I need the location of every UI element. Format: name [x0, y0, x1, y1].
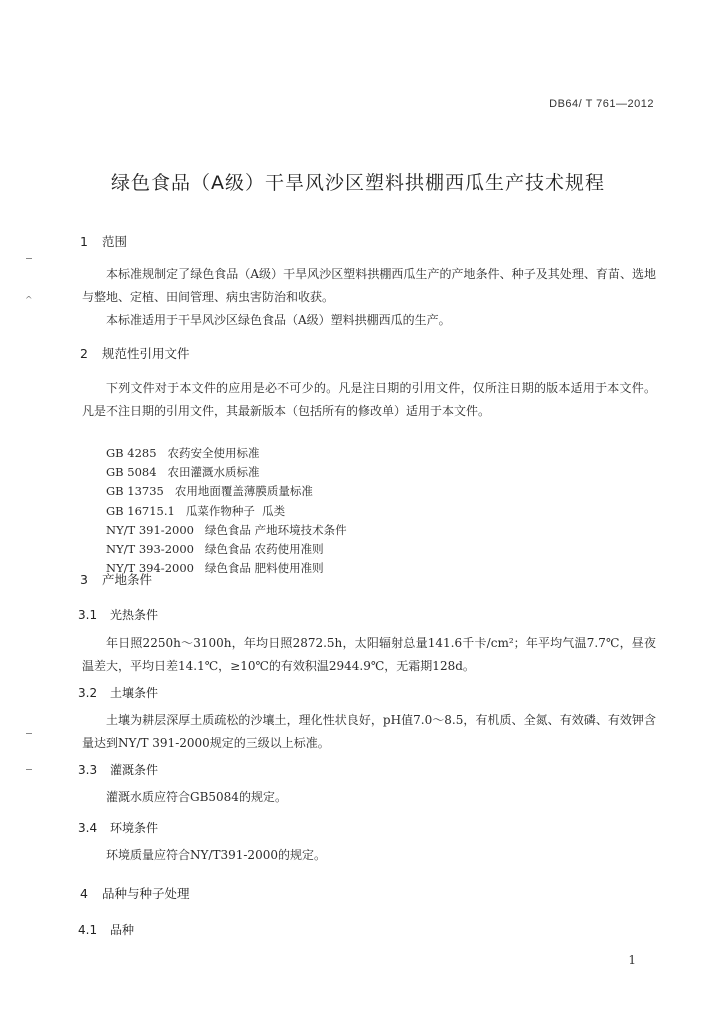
- subsection-title: 灌溉条件: [110, 763, 159, 777]
- section-2-heading: [80, 344, 190, 362]
- section-1-heading: [80, 232, 127, 250]
- section-number: 1: [80, 234, 88, 249]
- subsection-number: 3.1: [78, 608, 98, 622]
- reference-item: GB 5084 农田灌溉水质标准: [106, 465, 260, 480]
- section-4-heading: [80, 884, 190, 902]
- section-3-2-heading: [78, 684, 158, 701]
- subsection-title: 环境条件: [110, 821, 159, 835]
- subsection-number: 4.1: [78, 923, 98, 937]
- subsection-number: 3.3: [78, 763, 98, 777]
- irrigation-conditions-text: 灌溉水质应符合GB5084的规定。: [106, 790, 287, 804]
- section-title: 范围: [102, 234, 128, 249]
- document-title: 绿色食品（A级）干旱风沙区塑料拱棚西瓜生产技术规程: [111, 172, 605, 194]
- section-3-3-heading: [78, 761, 158, 778]
- normative-references-intro: 下列文件对于本文件的应用是必不可少的。凡是注日期的引用文件，仅所注日期的版本适用于本文件。凡是不注日期的引用文件，其最新版本（包括所有的修改单）适用于本文件。: [82, 381, 656, 418]
- reference-item: GB 4285 农药安全使用标准: [106, 446, 260, 460]
- margin-scan-mark: ^: [25, 296, 33, 306]
- subsection-number: 3.4: [78, 821, 98, 835]
- section-number: 3: [80, 572, 88, 587]
- margin-scan-mark: [26, 769, 32, 770]
- section-number: 4: [80, 886, 88, 901]
- section-4-1-heading: [78, 921, 134, 938]
- reference-item: NY/T 391-2000 绿色食品 产地环境技术条件: [106, 522, 347, 537]
- scope-paragraph-2: 本标准适用于干旱风沙区绿色食品（A级）塑料拱棚西瓜的生产。: [106, 313, 451, 327]
- scope-paragraph-1: 本标准规制定了绿色食品（A级）干旱风沙区塑料拱棚西瓜生产的产地条件、种子及其处理、育苗、选地与整地、定植、田间管理、病虫害防治和收获。: [82, 267, 656, 304]
- subsection-title: 品种: [110, 923, 135, 937]
- subsection-number: 3.2: [78, 686, 98, 700]
- section-title: 品种与种子处理: [102, 886, 190, 901]
- soil-conditions-text: 土壤为耕层深厚土质疏松的沙壤土，理化性状良好，pH值7.0～8.5，有机质、全氮、有效磷、有效钾含量达到NY/T 391-2000规定的三级以上标准。: [82, 713, 656, 750]
- subsection-title: 光热条件: [110, 608, 159, 622]
- section-3-4-heading: [78, 819, 158, 836]
- environment-conditions-text: 环境质量应符合NY/T391-2000的规定。: [106, 848, 326, 862]
- section-number: 2: [80, 346, 88, 361]
- margin-scan-mark: [26, 258, 32, 259]
- section-title: 规范性引用文件: [102, 346, 190, 361]
- reference-item: GB 16715.1 瓜菜作物种子 瓜类: [106, 503, 286, 518]
- page-number: 1: [628, 953, 636, 967]
- section-3-1-heading: [78, 606, 158, 623]
- light-heat-conditions-text: 年日照2250h～3100h，年均日照2872.5h，太阳辐射总量141.6千卡/cm²；年平均气温7.7℃，昼夜温差大，平均日差14.1℃，≥10℃的有效积温2944.9℃，无霜期128d。: [82, 636, 656, 673]
- reference-list: [106, 444, 347, 578]
- reference-item: GB 13735 农用地面覆盖薄膜质量标准: [106, 484, 313, 499]
- section-3-heading: [80, 570, 152, 588]
- subsection-title: 土壤条件: [110, 686, 159, 700]
- section-title: 产地条件: [102, 572, 153, 587]
- reference-item: NY/T 394-2000 绿色食品 肥料使用准则: [106, 561, 324, 576]
- standard-code: DB64/ T 761—2012: [549, 98, 654, 110]
- reference-item: NY/T 393-2000 绿色食品 农药使用准则: [106, 542, 324, 557]
- margin-scan-mark: [26, 733, 32, 734]
